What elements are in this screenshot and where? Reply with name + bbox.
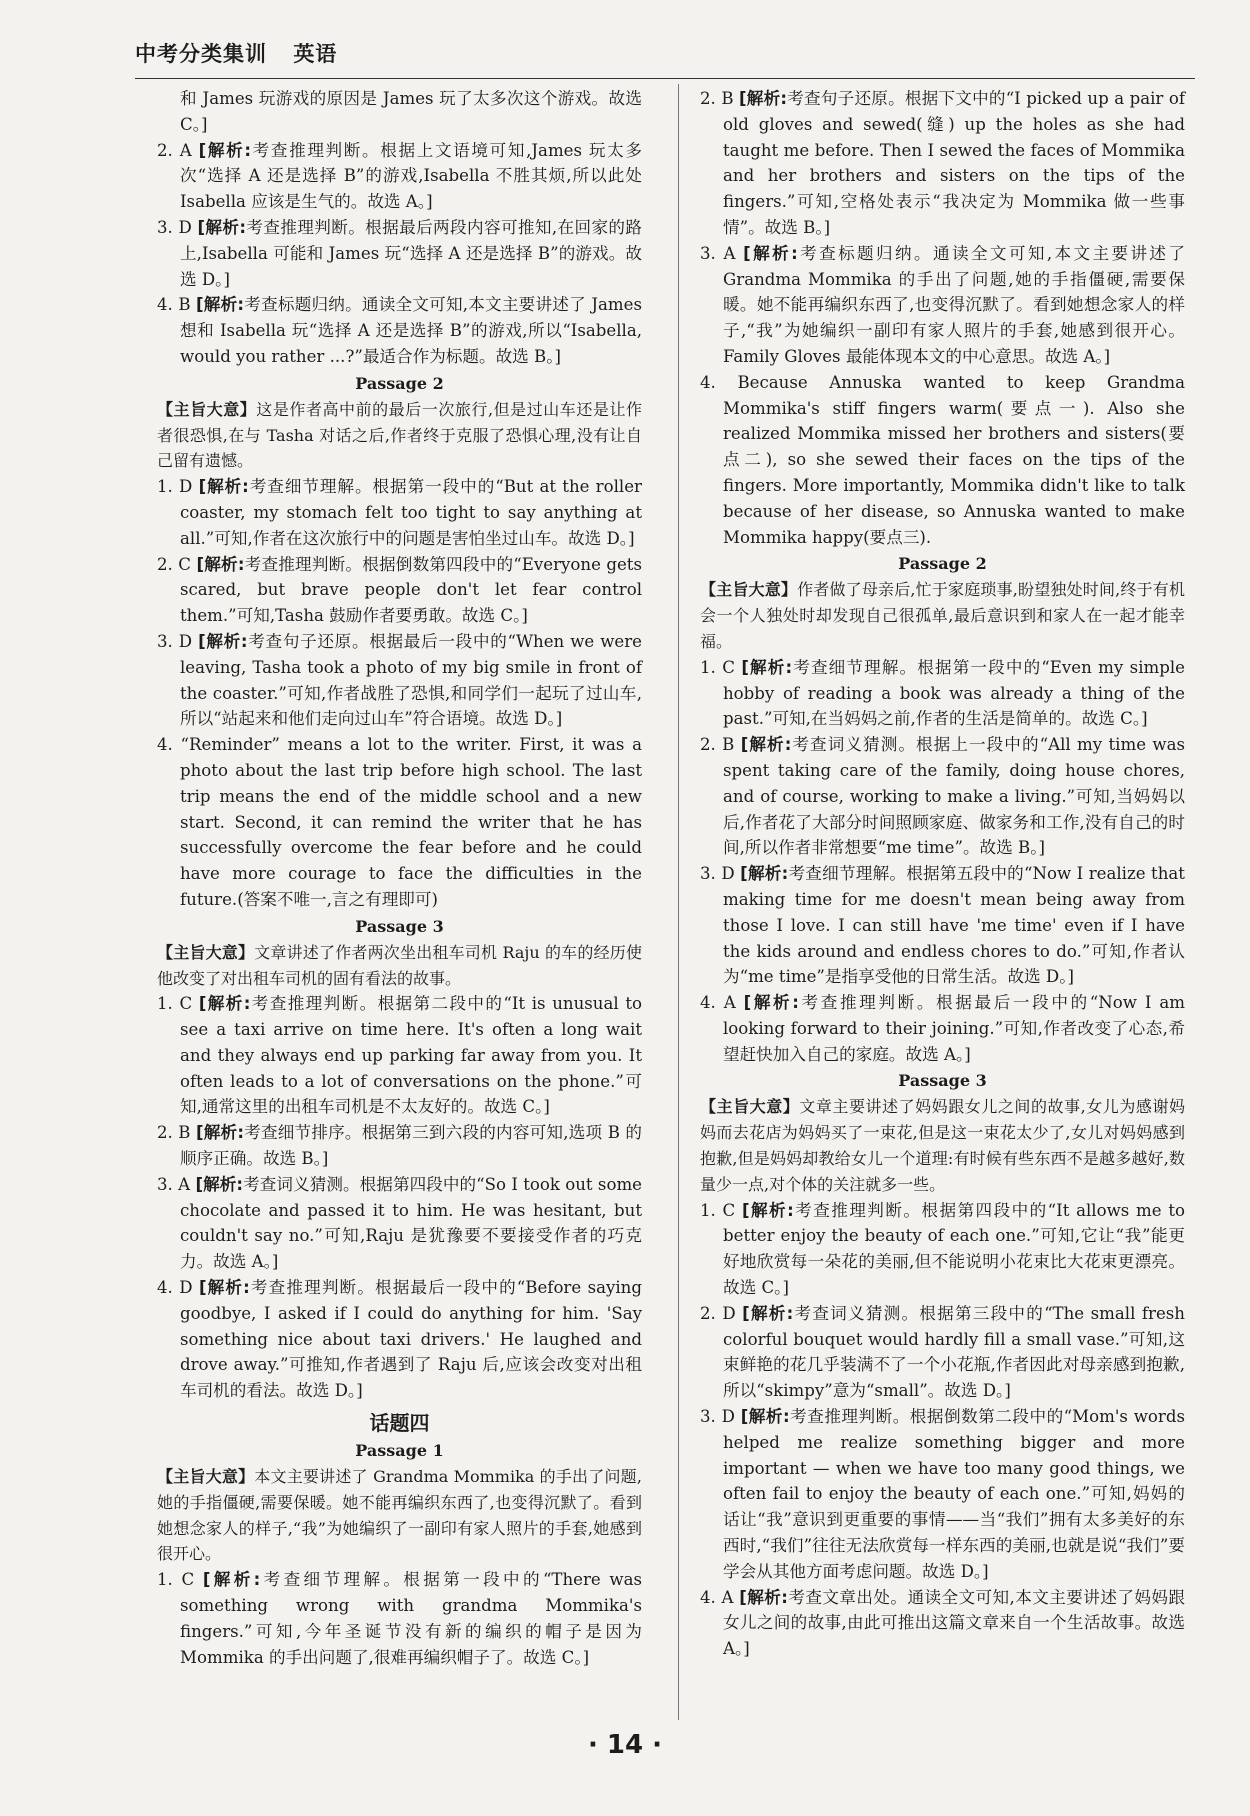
analysis-label: [解析: xyxy=(742,1303,794,1323)
answer-text: 考查细节排序。根据第三到六段的内容可知,选项 B 的顺序正确。故选 B。] xyxy=(180,1123,642,1169)
answer-number: 2. B xyxy=(700,735,735,755)
answer-item xyxy=(157,991,642,1120)
main-idea-label: 【主旨大意】 xyxy=(700,1097,800,1117)
answer-number: 4. A xyxy=(700,993,736,1013)
answer-number: 1. D xyxy=(157,477,193,497)
answer-text: 考查细节理解。根据第五段中的“Now I realize that making time for me doesn't mean being away from those I love. I can still have 'me time' even if I have the kids around and endless chores to do.”可知,作者认为“me time”是指享受他的日常生活。故选 D。] xyxy=(723,864,1185,987)
main-idea-label: 【主旨大意】 xyxy=(157,942,255,962)
analysis-label: [解析: xyxy=(196,295,245,315)
main-idea xyxy=(157,940,642,992)
right-column xyxy=(700,86,1185,1662)
answer-number: 3. D xyxy=(157,217,192,237)
main-idea-text: 这是作者高中前的最后一次旅行,但是过山车还是让作者很恐惧,在与 Tasha 对话之后,作者终于克服了恐惧心理,没有让自己留有遗憾。 xyxy=(157,399,642,471)
analysis-label: [解析: xyxy=(198,994,251,1014)
answer-item xyxy=(157,474,642,551)
answer-item xyxy=(700,990,1185,1067)
answer-text: 考查细节理解。根据第一段中的“There was something wrong with grandma Mommika's fingers.”可知,今年圣诞节没有新的编织的帽子是因为 Mommika 的手出问题了,很难再编织帽子了。故选 C。] xyxy=(180,1570,642,1667)
answer-item xyxy=(700,1585,1185,1662)
analysis-label: [解析: xyxy=(198,631,248,651)
answer-item xyxy=(700,370,1185,551)
main-idea-label: 【主旨大意】 xyxy=(157,1467,255,1487)
main-idea-label: 【主旨大意】 xyxy=(700,580,798,600)
answer-text: 考查推理判断。根据第二段中的“It is unusual to see a taxi arrive on time here. It's often a long wait and they always end up parking far away from you. It often leads to a lot of conversations on the phone.”可知,通常这里的出租车司机是不太友好的。故选 C。] xyxy=(180,994,642,1117)
answer-number: 3. D xyxy=(157,631,193,651)
main-idea-text: 作者做了母亲后,忙于家庭琐事,盼望独处时间,终于有机会一个人独处时却发现自己很孤单,最后意识到和家人在一起才能幸福。 xyxy=(700,580,1185,651)
answer-number: 2. D xyxy=(700,1303,736,1323)
answer-number: 1. C xyxy=(157,994,193,1014)
answer-number: 4. xyxy=(700,372,716,392)
answer-text: Because Annuska wanted to keep Grandma Mommika's stiff fingers warm(要点一). Also she realized Mommika missed her brothers and sisters(要点二), so she sewed their faces on the tips of the fingers. More importantly, Mommika didn't like to talk because of her disease, so Annuska wanted to make Mommika happy(要点三). xyxy=(723,372,1185,547)
answer-number: 2. B xyxy=(157,1123,191,1143)
analysis-label: [解析: xyxy=(740,735,792,755)
answer-item xyxy=(700,1404,1185,1585)
answer-item xyxy=(157,1275,642,1404)
passage-heading: Passage 3 xyxy=(898,1071,987,1091)
analysis-label: [解析: xyxy=(198,1278,250,1298)
answer-text: “Reminder” means a lot to the writer. First, it was a photo about the last trip before high school. The last trip means the end of the middle school and a new start. Second, it can remind the writer that he has successfully overcome the fear before and he could have more courage to face the difficulties in the future.(答案不唯一,言之有理即可) xyxy=(180,735,643,909)
analysis-label: [解析: xyxy=(739,89,788,108)
analysis-label: [解析: xyxy=(195,1123,244,1143)
answer-item xyxy=(700,1301,1185,1404)
passage-heading: Passage 2 xyxy=(898,554,987,574)
left-column xyxy=(157,86,642,1670)
answer-number: 2. A xyxy=(157,140,192,160)
answer-text: 考查句子还原。根据下文中的“I picked up a pair of old gloves and sewed(缝) up the holes as she had taught me before. Then I sewed the faces of Mommika and her brothers and sisters on the tips of the fingers.”可知,空格处表示“我决定为 Mommika 做一些事情”。故选 B。] xyxy=(723,89,1185,237)
answer-item xyxy=(157,215,642,292)
answer-text: 考查推理判断。根据倒数第四段中的“Everyone gets scared, but brave people don't let fear control them.”可知,Tasha 鼓励作者要勇敢。故选 C。] xyxy=(180,554,642,626)
answer-item xyxy=(157,138,642,215)
main-idea xyxy=(157,397,642,474)
passage-heading: Passage 1 xyxy=(355,1441,444,1461)
answer-text: 考查词义猜测。根据第四段中的“So I took out some chocolate and passed it to him. He was hesitant, but couldn't say no.”可知,Raju 是犹豫要不要接受作者的巧克力。故选 A。] xyxy=(180,1174,642,1272)
answer-number: 3. D xyxy=(700,864,735,884)
page-header xyxy=(135,38,355,68)
answer-text: 考查句子还原。根据最后一段中的“When we were leaving, Tasha took a photo of my big smile in front of the coaster.”可知,作者战胜了恐惧,和同学们一起玩了过山车,所以“站起来和他们走向过山车”符合语境。故选 D。] xyxy=(180,631,642,729)
analysis-label: [解析: xyxy=(743,243,798,263)
answer-item xyxy=(700,732,1185,861)
answer-number: 2. B xyxy=(700,89,734,108)
analysis-label: [解析: xyxy=(741,1200,794,1220)
answer-number: 3. D xyxy=(700,1407,735,1427)
answer-text: 考查推理判断。根据倒数第二段中的“Mom's words helped me realize something bigger and more important — when we have too many good things, we often fail to enjoy the beauty of each one.”可知,妈妈的话让“我”意识到更重要的事情——当“我们”拥有太多美好的东西时,“我们”往往无法欣赏每一样东西的美丽,也就是说“我们”要学会从其他方面考虑问题。故选 D。] xyxy=(723,1407,1185,1581)
main-idea xyxy=(157,1464,642,1567)
answer-item xyxy=(700,241,1185,370)
answer-continuation xyxy=(157,86,642,138)
answer-item xyxy=(157,1120,642,1172)
answer-number: 4. A xyxy=(700,1587,734,1607)
answer-number: 2. C xyxy=(157,554,191,574)
answer-item xyxy=(157,292,642,369)
answer-item xyxy=(157,1567,642,1670)
analysis-label: [解析: xyxy=(743,993,799,1013)
answer-text: 和 James 玩游戏的原因是 James 玩了太多次这个游戏。故选 C。] xyxy=(180,89,642,134)
main-idea-text: 文章讲述了作者两次坐出租车司机 Raju 的车的经历使他改变了对出租车司机的固有看法的故事。 xyxy=(157,942,642,988)
subject-label: 英语 xyxy=(293,42,338,66)
analysis-label: [解析: xyxy=(198,140,251,160)
answer-number: 1. C xyxy=(157,1570,195,1590)
answer-number: 1. C xyxy=(700,1200,736,1220)
answer-text: 考查细节理解。根据第一段中的“But at the roller coaster, my stomach felt too tight to say anything at all.”可知,作者在这次旅行中的问题是害怕坐过山车。故选 D。] xyxy=(180,477,642,548)
answer-item xyxy=(700,861,1185,990)
analysis-label: [解析: xyxy=(741,657,793,677)
answer-number: 4. xyxy=(157,735,173,755)
analysis-label: [解析: xyxy=(202,1570,261,1590)
main-idea-text: 文章主要讲述了妈妈跟女儿之间的故事,女儿为感谢妈妈而去花店为妈妈买了一束花,但是这一束花太少了,女儿对妈妈感到抱歉,但是妈妈却教给女儿一个道理:有时候有些东西不是越多越好,数量少一点,对个体的关注就多一些。 xyxy=(700,1097,1185,1194)
book-title: 中考分类集训 xyxy=(135,42,267,66)
analysis-label: [解析: xyxy=(198,477,249,497)
answer-number: 1. C xyxy=(700,657,735,677)
analysis-label: [解析: xyxy=(197,217,246,237)
answer-text: 考查推理判断。根据第四段中的“It allows me to better enjoy the beauty of each one.”可知,它让“我”能更好地欣赏每一朵花的美丽,但不能说明小花束比大花束更漂亮。故选 C。] xyxy=(723,1200,1185,1298)
passage-heading: Passage 2 xyxy=(355,373,444,393)
answer-item xyxy=(700,655,1185,732)
answer-text: 考查文章出处。通读全文可知,本文主要讲述了妈妈跟女儿之间的故事,由此可推出这篇文章来自一个生活故事。故选 A。] xyxy=(723,1587,1185,1659)
answer-number: 3. A xyxy=(157,1174,191,1194)
main-idea-text: 本文主要讲述了 Grandma Mommika 的手出了问题,她的手指僵硬,需要保暖。她不能再编织东西了,也变得沉默了。看到她想念家人的样子,“我”为她编织了一副印有家人照片的手套,她感到很开心。 xyxy=(157,1467,642,1564)
answer-item xyxy=(157,1172,642,1275)
answer-text: 考查标题归纳。通读全文可知,本文主要讲述了 Grandma Mommika 的手出了问题,她的手指僵硬,需要保暖。她不能再编织东西了,也变得沉默了。看到她想念家人的样子,“我”为她编织一副印有家人照片的手套,她感到很开心。Family Gloves 最能体现本文的中心意思。故选 A。] xyxy=(723,243,1185,366)
main-idea xyxy=(700,1094,1185,1197)
answer-item xyxy=(157,552,642,629)
answer-number: 4. D xyxy=(157,1278,193,1298)
analysis-label: [解析: xyxy=(740,864,789,884)
answer-text: 考查推理判断。根据上文语境可知,James 玩太多次“选择 A 还是选择 B”的游戏,Isabella 不胜其烦,所以此处 Isabella 应该是生气的。故选 A。] xyxy=(180,140,642,212)
analysis-label: [解析: xyxy=(196,554,245,574)
answer-text: 考查标题归纳。通读全文可知,本文主要讲述了 James 想和 Isabella 玩“选择 A 还是选择 B”的游戏,所以“Isabella, would you rather ...?”最适合作为标题。故选 B。] xyxy=(180,295,642,366)
answer-item xyxy=(700,86,1185,241)
answer-text: 考查细节理解。根据第一段中的“Even my simple hobby of reading a book was already a thing of the past.”可知,在当妈妈之前,作者的生活是简单的。故选 C。] xyxy=(723,657,1185,729)
answer-text: 考查词义猜测。根据第三段中的“The small fresh colorful bouquet would hardly fill a small vase.”可知,这束鲜艳的花几乎装满不了一个小花瓶,作者因此对母亲感到抱歉,所以“skimpy”意为“small”。故选 D。] xyxy=(723,1303,1185,1401)
analysis-label: [解析: xyxy=(739,1587,788,1607)
analysis-label: [解析: xyxy=(740,1407,790,1427)
answer-number: 4. B xyxy=(157,295,191,315)
analysis-label: [解析: xyxy=(195,1174,244,1194)
answer-text: 考查推理判断。根据最后两段内容可推知,在回家的路上,Isabella 可能和 James 玩“选择 A 还是选择 B”的游戏。故选 D。] xyxy=(180,217,642,289)
page-number: · 14 · xyxy=(587,1730,663,1760)
header-rule xyxy=(135,78,1195,79)
answer-item xyxy=(700,1198,1185,1301)
column-divider xyxy=(678,84,679,1720)
answer-item xyxy=(157,629,642,732)
passage-heading: Passage 3 xyxy=(355,916,444,936)
answer-text: 考查推理判断。根据最后一段中的“Before saying goodbye, I asked if I could do anything for him. 'Say something nice about taxi drivers.' He laughed and drove away.”可推知,作者遇到了 Raju 后,应该会改变对出租车司机的看法。故选 D。] xyxy=(180,1278,642,1401)
main-idea xyxy=(700,577,1185,654)
main-idea-label: 【主旨大意】 xyxy=(157,399,257,419)
answer-text: 考查推理判断。根据最后一段中的“Now I am looking forward to their joining.”可知,作者改变了心态,希望赶快加入自己的家庭。故选 A。] xyxy=(723,993,1185,1064)
answer-item xyxy=(157,732,642,913)
answer-text: 考查词义猜测。根据上一段中的“All my time was spent taking care of the family, doing house chores, and of course, working to make a living.”可知,当妈妈以后,作者花了大部分时间照顾家庭、做家务和工作,没有自己的时间,所以作者非常想要“me time”。故选 B。] xyxy=(723,735,1185,858)
answer-number: 3. A xyxy=(700,243,736,263)
topic-heading: 话题四 xyxy=(369,1411,430,1436)
